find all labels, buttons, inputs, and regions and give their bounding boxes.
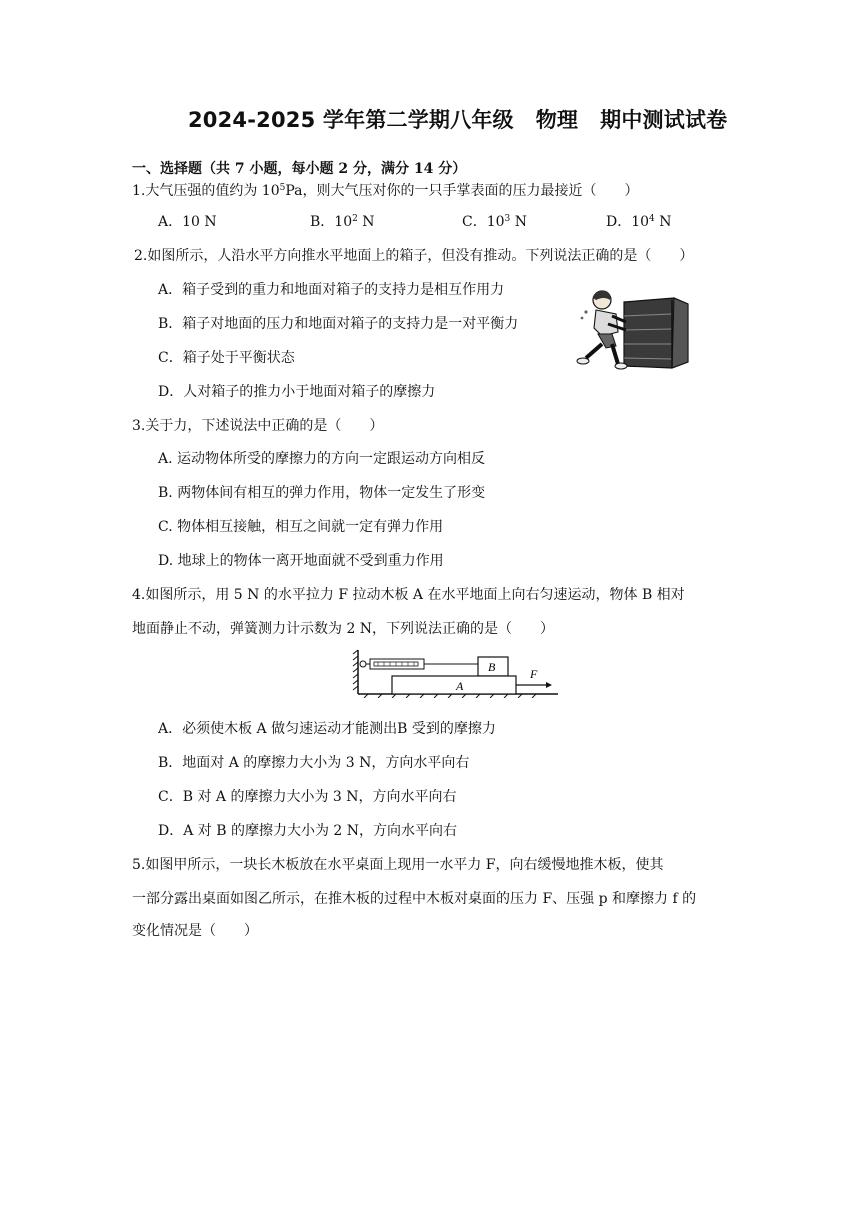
q1-option-b-exp: 2 (352, 214, 358, 224)
q4-option-a: A．必须使木板 A 做匀速运动才能测出B 受到的摩擦力 (158, 721, 496, 737)
q3-option-d: D. 地球上的物体一离开地面就不受到重力作用 (158, 553, 444, 569)
q1-option-b (310, 211, 375, 231)
question-5-stem-line3: 变化情况是（ ） (132, 923, 258, 939)
q2-option-b: B．箱子对地面的压力和地面对箱子的支持力是一对平衡力 (158, 316, 519, 332)
q3-option-a: A. 运动物体所受的摩擦力的方向一定跟运动方向相反 (158, 451, 486, 467)
q1-option-d-exp: 4 (649, 214, 655, 224)
spring-scale-graphic (360, 659, 478, 669)
question-5-stem-line2: 一部分露出桌面如图乙所示，在推木板的过程中木板对桌面的压力 F、压强 p 和摩擦力 f 的 (132, 891, 697, 907)
q3-option-b: B. 两物体间有相互的弹力作用，物体一定发生了形变 (158, 485, 486, 501)
person-pushing-crate-illustration (572, 288, 690, 370)
block-b-label: B (488, 660, 496, 674)
q2-option-c: C．箱子处于平衡状态 (158, 350, 295, 366)
page-title (188, 104, 727, 134)
person-graphic (577, 291, 627, 369)
question-2-stem: 2.如图所示，人沿水平方向推水平地面上的箱子，但没有推动。下列说法正确的是（ ） (134, 248, 694, 264)
q1-option-c (462, 211, 527, 231)
q1-stem-exponent: 5 (279, 183, 286, 193)
q1-option-c-exp: 3 (504, 214, 511, 224)
q1-option-c-unit: N (510, 214, 527, 230)
q1-stem-part-b: Pa，则大气压对你的一只手掌表面的压力最接近（ ） (285, 183, 639, 199)
question-5-stem-line1: 5.如图甲所示，一块长木板放在水平桌面上现用一水平力 F，向右缓慢地推木板，使其 (132, 857, 664, 873)
question-4-stem-line2: 地面静止不动，弹簧测力计示数为 2 N，下列说法正确的是（ ） (132, 621, 555, 637)
crate-graphic (624, 298, 688, 368)
q1-option-d-unit: N (654, 214, 672, 230)
q1-option-b-text: B．10 (310, 214, 353, 230)
board-a-label: A (456, 679, 464, 693)
question-1-stem (132, 180, 639, 200)
force-arrowhead (546, 682, 552, 688)
title-grade: 2024-2025 学年第二学期八年级 (188, 108, 514, 132)
q4-option-c: C．B 对 A 的摩擦力大小为 3 N，方向水平向右 (158, 789, 457, 805)
q1-option-a-text: A．10 N (158, 214, 217, 230)
q3-option-c: C. 物体相互接触，相互之间就一定有弹力作用 (158, 519, 444, 535)
board-a (392, 676, 516, 694)
q1-option-b-unit: N (357, 214, 375, 230)
q2-option-a: A．箱子受到的重力和地面对箱子的支持力是相互作用力 (158, 282, 505, 298)
wall-graphic (353, 650, 358, 694)
q1-option-c-text: C．10 (462, 214, 505, 230)
question-3-stem: 3.关于力，下述说法中正确的是（ ） (132, 418, 384, 434)
q1-option-d-text: D．10 (606, 214, 650, 230)
q1-stem-part-a: 1.大气压强的值约为 10 (132, 183, 280, 199)
q4-option-d: D．A 对 B 的摩擦力大小为 2 N，方向水平向右 (158, 823, 458, 839)
q1-option-a (158, 211, 217, 231)
q1-option-d (606, 211, 671, 231)
question-4-stem-line1: 4.如图所示，用 5 N 的水平拉力 F 拉动木板 A 在水平地面上向右匀速运动，物体 B 相对 (132, 587, 685, 603)
force-f-label: F (530, 667, 538, 681)
title-subject: 物理 (535, 108, 579, 132)
section-heading-choice: 一、选择题（共 7 小题，每小题 2 分，满分 14 分） (132, 161, 467, 177)
q4-option-b: B．地面对 A 的摩擦力大小为 3 N，方向水平向右 (158, 755, 470, 771)
title-exam: 期中测试试卷 (600, 108, 728, 132)
q2-option-d: D．人对箱子的推力小于地面对箱子的摩擦力 (158, 384, 436, 400)
spring-scale-blocks-diagram (352, 648, 562, 698)
